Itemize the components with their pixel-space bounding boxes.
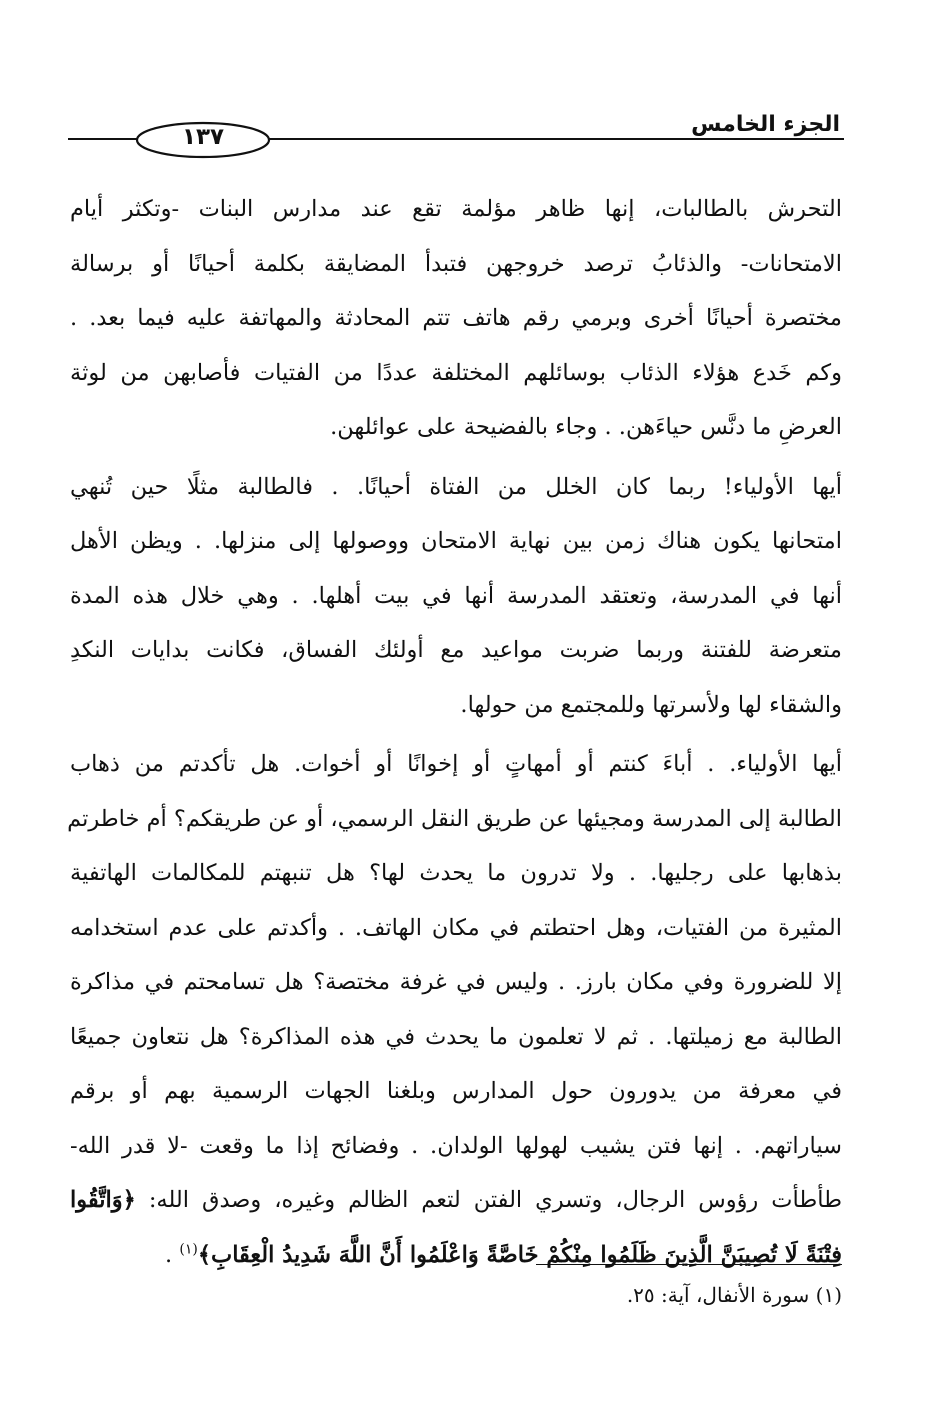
text-line: التحرش بالطالبات، إنها ظاهر مؤلمة تقع عند مدارس البنات -وتكثر أيام xyxy=(70,196,842,222)
text-line: المثيرة من الفتيات، وهل احتطتم في مكان الهاتف. . وأكدتم على عدم استخدامه xyxy=(70,914,842,941)
text-line: بذهابها على رجليها. . ولا تدرون ما يحدث لها؟ هل تنبهتم للمكالمات الهاتفية xyxy=(70,860,842,886)
end-punctuation: . xyxy=(165,1241,173,1268)
page-header xyxy=(68,108,844,158)
paragraph-3 xyxy=(67,737,842,1282)
text-line: أنها في المدرسة، وتعتقد المدرسة أنها في بيت أهلها. . وهي خلال هذه المدة xyxy=(70,582,842,609)
text-line: أيها الأولياء. . أباءَ كنتم أو أمهاتٍ أو إخوانًا أو أخوات. هل تأكدتم من ذهاب xyxy=(70,751,842,777)
footnote-divider xyxy=(536,1264,842,1265)
text-line: الطالبة مع زميلتها. . ثم لا تعلمون ما يحدث في هذه المذاكرة؟ هل نتعاون جميعًا xyxy=(70,1023,842,1050)
text-line: وكم خَدع هؤلاء الذئاب بوسائلهم المختلفة عددًا من الفتيات فأصابهن من لوثة xyxy=(70,359,842,386)
text-line-body: طأطأت رؤوس الرجال، وتسري الفتن لتعم الظالم وغيره، وصدق الله: xyxy=(148,1187,842,1213)
footnote-marker: (١) xyxy=(179,1241,198,1257)
text-line xyxy=(70,1228,842,1283)
paragraph-2 xyxy=(70,460,842,733)
text-line: سياراتهم. . إنها فتن يشيب لهولها الولدان. . وفضائح إذا ما وقعت -لا قدر الله- xyxy=(70,1132,842,1159)
text-line: الطالبة إلى المدرسة ومجيئها عن طريق النقل الرسمي، أو عن طريقكم؟ أم خاطرتم xyxy=(67,805,842,832)
page-number: ١٣٧ xyxy=(181,124,225,150)
page-number-badge xyxy=(128,120,278,160)
quran-verse: فِتْنَةً لَا تُصِيبَنَّ الَّذِينَ ظَلَمُوا مِنْكُمْ خَاصَّةً وَاعْلَمُوا أَنَّ اللَّهَ شَدِيدُ الْعِقَابِ﴾ xyxy=(197,1241,842,1268)
text-line: العرضِ ما دنَّس حياءَهن. . وجاء بالفضيحة على عوائلهن. xyxy=(330,414,842,440)
chapter-title: الجزء الخامس xyxy=(691,112,840,137)
text-line: امتحانها يكون هناك زمن بين نهاية الامتحان ووصولها إلى منزلها. . ويظن الأهل xyxy=(70,528,842,554)
text-line: في معرفة من يدورون حول المدارس وبلغنا الجهات الرسمية بهم أو برقم xyxy=(70,1078,842,1104)
text-line: إلا للضرورة وفي مكان بارز. . وليس في غرفة مختصة؟ هل تسامحتم في مذاكرة xyxy=(70,969,842,995)
text-line: مختصرة أحيانًا أخرى وبرمي رقم هاتف تتم المحادثة والمهاتفة عليه فيما بعد. . xyxy=(70,305,842,331)
quran-verse-start: ﴿وَاتَّقُوا xyxy=(70,1187,136,1213)
footnote: (١) سورة الأنفال، آية: ٢٥. xyxy=(626,1283,842,1307)
text-line: والشقاء لها ولأسرتها وللمجتمع من حولها. xyxy=(460,691,842,718)
text-line: أيها الأولياء! ربما كان الخلل من الفتاة أحيانًا. . فالطالبة مثلًا حين تُنهي xyxy=(70,473,842,500)
text-line: متعرضة للفتنة وربما ضربت مواعيد مع أولئك الفساق، فكانت بدايات النكدِ xyxy=(70,637,842,663)
body-text xyxy=(67,182,842,1282)
text-line xyxy=(70,1173,842,1228)
paragraph-1 xyxy=(70,182,842,455)
text-line: الامتحانات- والذئابُ ترصد خروجهن فتبدأ المضايقة بكلمة أحيانًا أو برسالة xyxy=(70,250,842,277)
